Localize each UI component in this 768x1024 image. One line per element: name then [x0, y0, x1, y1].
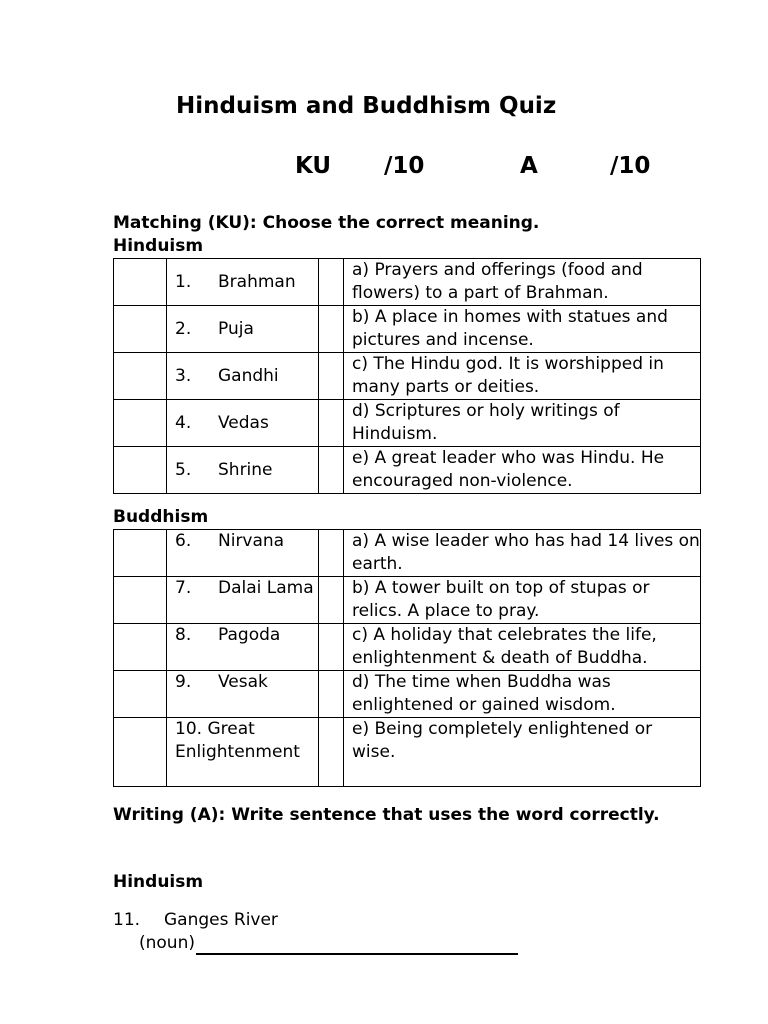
blank-cell [319, 718, 344, 787]
item-number: 11. [113, 910, 141, 930]
term-cell: 7. Dalai Lama [167, 577, 319, 624]
answer-cell[interactable] [114, 530, 167, 577]
buddhism-matching-table [113, 529, 701, 787]
answer-cell[interactable] [114, 671, 167, 718]
a-score-value: /10 [610, 153, 651, 179]
item-term: Ganges River [164, 910, 278, 930]
table-row [114, 671, 701, 718]
definition-cell: b) A tower built on top of stupas or relics. A place to pray. [344, 577, 701, 624]
page-title: Hinduism and Buddhism Quiz [176, 93, 557, 119]
term-cell: 2. Puja [167, 306, 319, 353]
term-cell: 4. Vedas [167, 400, 319, 447]
hinduism-heading: Hinduism [113, 236, 204, 256]
blank-cell [319, 577, 344, 624]
blank-cell [319, 624, 344, 671]
table-row [114, 306, 701, 353]
ku-score-label: KU [295, 153, 332, 179]
a-score-label: A [520, 153, 538, 179]
answer-cell[interactable] [114, 447, 167, 494]
table-row [114, 353, 701, 400]
definition-cell: d) The time when Buddha was enlightened or gained wisdom. [344, 671, 701, 718]
definition-cell: e) Being completely enlightened or wise. [344, 718, 701, 787]
term-cell: 5. Shrine [167, 447, 319, 494]
blank-cell [319, 530, 344, 577]
definition-cell: c) A holiday that celebrates the life, enlightenment & death of Buddha. [344, 624, 701, 671]
table-row [114, 577, 701, 624]
table-row [114, 259, 701, 306]
item-part-of-speech: (noun) [139, 933, 195, 953]
table-row [114, 624, 701, 671]
answer-cell[interactable] [114, 400, 167, 447]
hinduism-matching-table [113, 258, 701, 494]
definition-cell: e) A great leader who was Hindu. He encouraged non-violence. [344, 447, 701, 494]
blank-cell [319, 447, 344, 494]
blank-cell [319, 671, 344, 718]
blank-cell [319, 259, 344, 306]
blank-cell [319, 400, 344, 447]
definition-cell: a) A wise leader who has had 14 lives on earth. [344, 530, 701, 577]
writing-section-heading: Hinduism [113, 872, 204, 892]
table-row [114, 447, 701, 494]
table-row [114, 400, 701, 447]
answer-cell[interactable] [114, 306, 167, 353]
term-cell: 8. Pagoda [167, 624, 319, 671]
writing-heading: Writing (A): Write sentence that uses the word correctly. [113, 805, 660, 825]
table-row [114, 530, 701, 577]
matching-heading: Matching (KU): Choose the correct meaning. [113, 213, 540, 233]
ku-score-value: /10 [384, 153, 425, 179]
answer-cell[interactable] [114, 353, 167, 400]
term-cell: 6. Nirvana [167, 530, 319, 577]
buddhism-heading: Buddhism [113, 507, 209, 527]
writing-item [113, 909, 518, 955]
answer-cell[interactable] [114, 577, 167, 624]
term-cell: 10. Great Enlightenment [167, 718, 319, 787]
term-cell: 9. Vesak [167, 671, 319, 718]
definition-cell: b) A place in homes with statues and pictures and incense. [344, 306, 701, 353]
table-row [114, 718, 701, 787]
definition-cell: a) Prayers and offerings (food and flowers) to a part of Brahman. [344, 259, 701, 306]
definition-cell: c) The Hindu god. It is worshipped in many parts or deities. [344, 353, 701, 400]
answer-cell[interactable] [114, 259, 167, 306]
blank-cell [319, 353, 344, 400]
blank-cell [319, 306, 344, 353]
answer-cell[interactable] [114, 718, 167, 787]
term-cell: 3. Gandhi [167, 353, 319, 400]
answer-cell[interactable] [114, 624, 167, 671]
answer-line[interactable] [196, 935, 518, 955]
definition-cell: d) Scriptures or holy writings of Hinduism. [344, 400, 701, 447]
term-cell: 1. Brahman [167, 259, 319, 306]
